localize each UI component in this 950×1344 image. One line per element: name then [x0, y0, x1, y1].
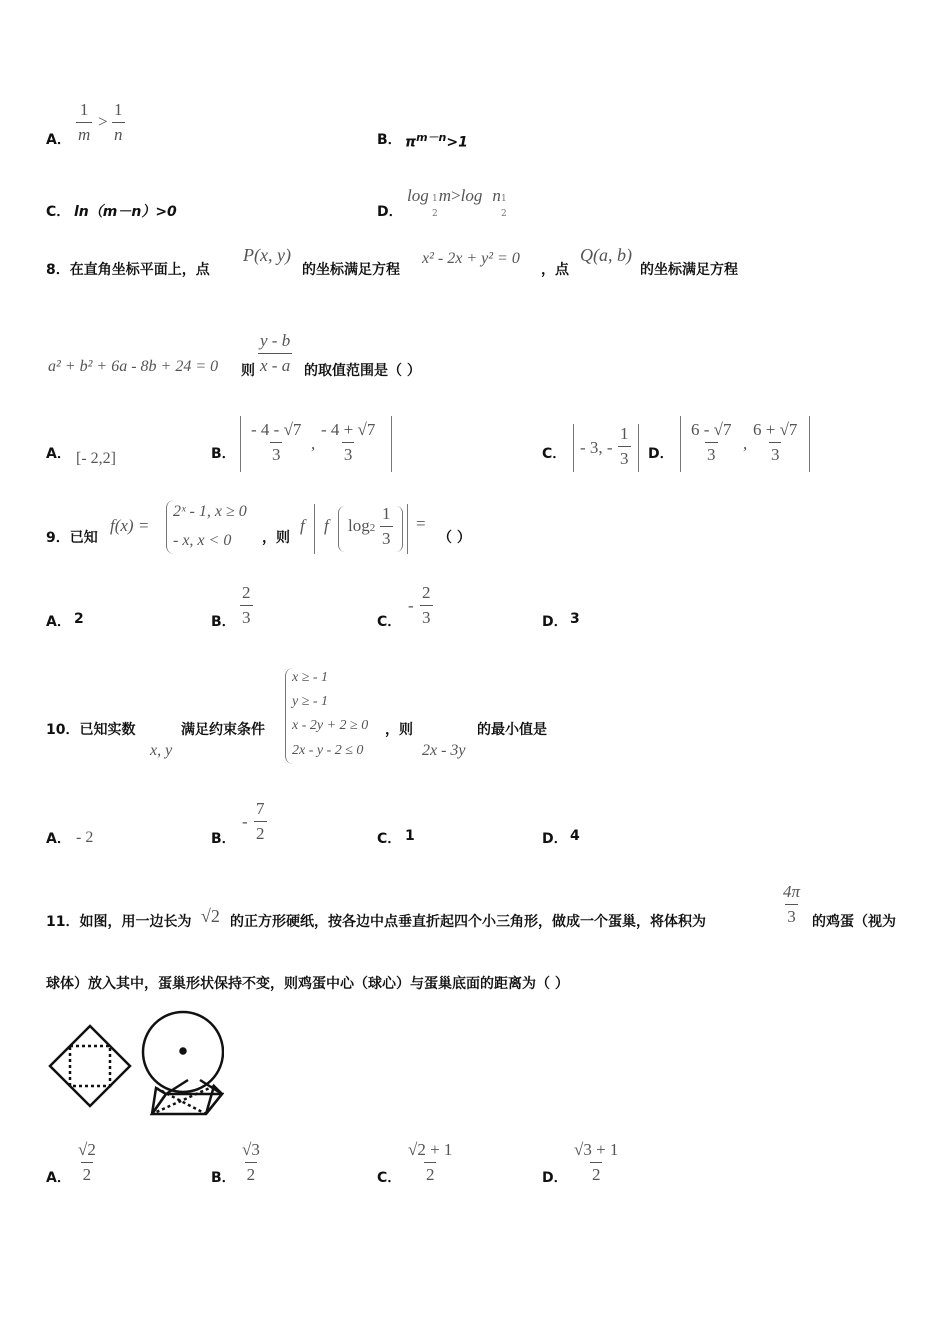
option-d-interval: $\frac{6 - √7}{3}$ , $\frac{6 + √7}{3}$	[680, 416, 810, 472]
option-a-interval: [- 2,2]	[76, 450, 116, 467]
folded-square-diagram	[50, 1026, 130, 1106]
function-name: f(x) =	[110, 516, 150, 535]
egg-nest-figure	[48, 1004, 224, 1122]
option-label: B．	[377, 132, 402, 148]
pi-power: $\pi^{m-n}>1$	[405, 131, 468, 151]
variables: x, y	[150, 742, 173, 759]
slope-fraction: $\frac{y - b}{x - a}$	[260, 331, 291, 375]
point-q: Q(a, b)	[580, 245, 632, 265]
piecewise-cases: 2ˣ - 1, x ≥ 0 - x, x < 0	[166, 500, 267, 554]
constraint-system: x ≥ - 1 y ≥ - 1 x - 2y + 2 ≥ 0 2x - y - 2 ≤ 0	[285, 668, 396, 764]
ln-expression: ln（m－n）>0	[74, 204, 177, 220]
option-label: C．	[46, 204, 71, 220]
option-label: A．	[46, 132, 71, 148]
second-equation: a² + b² + 6a - 8b + 24 = 0	[48, 358, 219, 375]
circle-equation: x² - 2x + y² = 0	[422, 250, 520, 267]
fraction-1-over-n: $\frac{1}{n}$	[114, 100, 123, 144]
objective-expression: 2x - 3y	[422, 742, 466, 759]
volume-fraction: $\frac{4\pi}{3}$	[783, 882, 801, 926]
side-length: √2	[201, 906, 220, 926]
option-c-interval: - 3, - $\frac{1}{3}$	[573, 424, 639, 472]
point-p: P(x, y)	[243, 245, 291, 265]
fraction-1-over-m: $\frac{1}{m}$	[78, 100, 91, 144]
option-label: D．	[377, 204, 403, 220]
option-b-interval: $\frac{- 4 - √7}{3}$ , $\frac{- 4 + √7}{3}$	[240, 416, 392, 472]
log-comparison: log 1 2 m>log 1 2 n	[407, 186, 507, 219]
egg-in-nest-diagram	[143, 1012, 223, 1114]
